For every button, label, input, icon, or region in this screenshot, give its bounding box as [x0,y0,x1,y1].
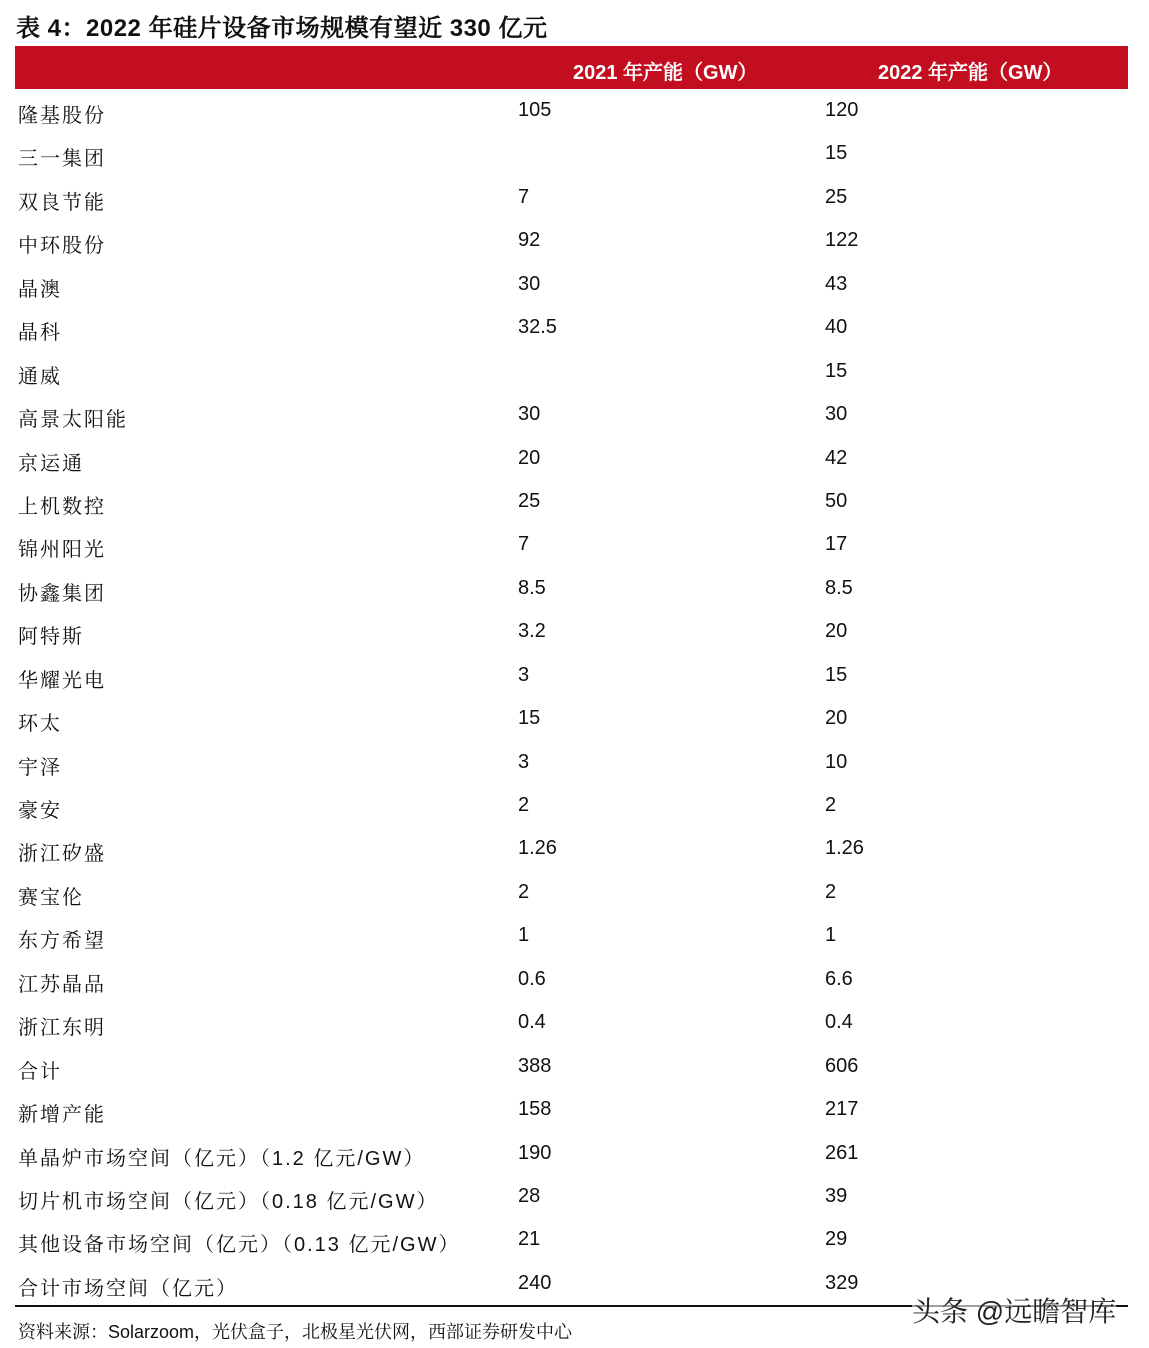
row-label: 锦州阳光 [18,539,106,562]
table-row [0,655,1149,698]
row-label: 新增产能 [18,1104,106,1127]
value-2022: 15 [825,359,848,382]
table-row [0,90,1149,133]
value-2022: 17 [825,533,848,556]
row-label: 中环股份 [18,235,106,258]
value-2022: 2 [825,794,837,816]
source-note: 资料来源：Solarzoom，光伏盒子，北极星光伏网，西部证券研发中心 [18,1322,573,1342]
value-2022: 39 [825,1184,848,1207]
value-2022: 25 [825,185,848,208]
value-2022: 6.6 [825,967,853,990]
value-2022: 40 [825,316,848,339]
value-2022: 0.4 [825,1011,853,1034]
value-2021: 30 [518,272,541,295]
value-2021: 1.26 [518,837,557,860]
row-label: 赛宝伦 [18,886,84,909]
row-label: 合计市场空间（亿元） [18,1277,238,1300]
value-2021: 190 [518,1141,552,1164]
table-row [0,1046,1149,1089]
row-label: 切片机市场空间（亿元）（0.18 亿元/GW） [18,1190,439,1213]
table-row [0,220,1149,263]
row-label: 协鑫集团 [18,582,106,605]
value-2021: 21 [518,1228,541,1251]
value-2021: 1 [518,924,530,947]
value-2021: 25 [518,489,541,512]
value-2022: 1 [825,924,837,947]
table-row [0,698,1149,741]
value-2021: 3.2 [518,620,546,643]
value-2022: 8.5 [825,576,853,599]
table-row [0,351,1149,394]
value-2022: 329 [825,1271,859,1294]
row-label: 京运通 [18,452,84,475]
value-2021: 0.4 [518,1011,546,1034]
table-title: 表 4：2022 年硅片设备市场规模有望近 330 亿元 [16,15,548,42]
row-label: 浙江东明 [18,1017,106,1040]
value-2021: 8.5 [518,576,546,599]
value-2022: 42 [825,446,848,469]
value-2021: 32.5 [518,316,557,339]
row-label: 豪安 [18,800,62,822]
row-label: 高景太阳能 [18,409,128,432]
table-row [0,1089,1149,1132]
row-label: 华耀光电 [18,669,106,692]
row-label: 阿特斯 [18,626,84,649]
header-2022: 2022 年产能（GW） [878,62,1063,84]
value-2022: 43 [825,272,848,295]
value-2021: 2 [518,794,530,816]
value-2021: 2 [518,880,530,903]
row-label: 单晶炉市场空间（亿元）（1.2 亿元/GW） [18,1147,426,1170]
value-2022: 30 [825,403,848,426]
row-label: 上机数控 [18,495,106,518]
row-label: 晶澳 [18,278,62,301]
row-label: 双良节能 [18,191,106,214]
value-2022: 1.26 [825,837,864,860]
header-2021: 2021 年产能（GW） [573,62,758,84]
value-2022: 120 [825,99,859,121]
table-header [15,46,1128,89]
value-2022: 10 [825,750,848,773]
row-label: 其他设备市场空间（亿元）（0.13 亿元/GW） [18,1234,461,1257]
table-row [0,524,1149,567]
table-row [0,568,1149,611]
table-row [0,1176,1149,1219]
value-2022: 20 [825,707,848,730]
value-2022: 122 [825,229,859,252]
row-label: 三一集团 [18,148,106,171]
value-2021: 388 [518,1054,552,1077]
row-label: 宇泽 [18,756,62,779]
table-row [0,394,1149,437]
value-2022: 2 [825,880,837,903]
value-2022: 50 [825,489,848,512]
table-body [0,90,1149,1306]
value-2022: 606 [825,1054,859,1077]
value-2022: 15 [825,663,848,686]
table-row [0,438,1149,481]
value-2022: 29 [825,1228,848,1251]
table-row [0,177,1149,220]
value-2021: 3 [518,750,530,773]
table-row [0,611,1149,654]
value-2021: 15 [518,707,541,730]
value-2021: 92 [518,229,541,252]
value-2022: 261 [825,1141,859,1164]
value-2021: 240 [518,1271,552,1294]
table-row [0,915,1149,958]
value-2021: 158 [518,1098,552,1121]
row-label: 通威 [18,365,62,388]
table-row [0,828,1149,871]
row-label: 东方希望 [18,930,106,953]
table-row [0,481,1149,524]
table-row [0,1002,1149,1045]
value-2021: 7 [518,533,530,556]
table-row [0,742,1149,785]
value-2022: 20 [825,620,848,643]
watermark: 头条 @远瞻智库 [912,1290,1116,1330]
table-row [0,307,1149,350]
value-2021: 30 [518,403,541,426]
value-2021: 105 [518,99,552,121]
value-2021: 3 [518,663,530,686]
row-label: 江苏晶品 [18,973,106,996]
row-label: 浙江矽盛 [18,843,106,866]
row-label: 合计 [18,1060,62,1083]
value-2022: 217 [825,1098,859,1121]
value-2022: 15 [825,142,848,165]
table-row [0,133,1149,176]
table-row [0,1133,1149,1176]
value-2021: 7 [518,185,530,208]
table-row [0,872,1149,915]
table-row [0,264,1149,307]
table-row [0,959,1149,1002]
table-row [0,785,1149,828]
value-2021: 20 [518,446,541,469]
value-2021: 0.6 [518,967,546,990]
row-label: 隆基股份 [18,105,106,127]
row-label: 环太 [18,713,62,736]
row-label: 晶科 [18,322,62,345]
table-row [0,1219,1149,1262]
value-2021: 28 [518,1184,541,1207]
